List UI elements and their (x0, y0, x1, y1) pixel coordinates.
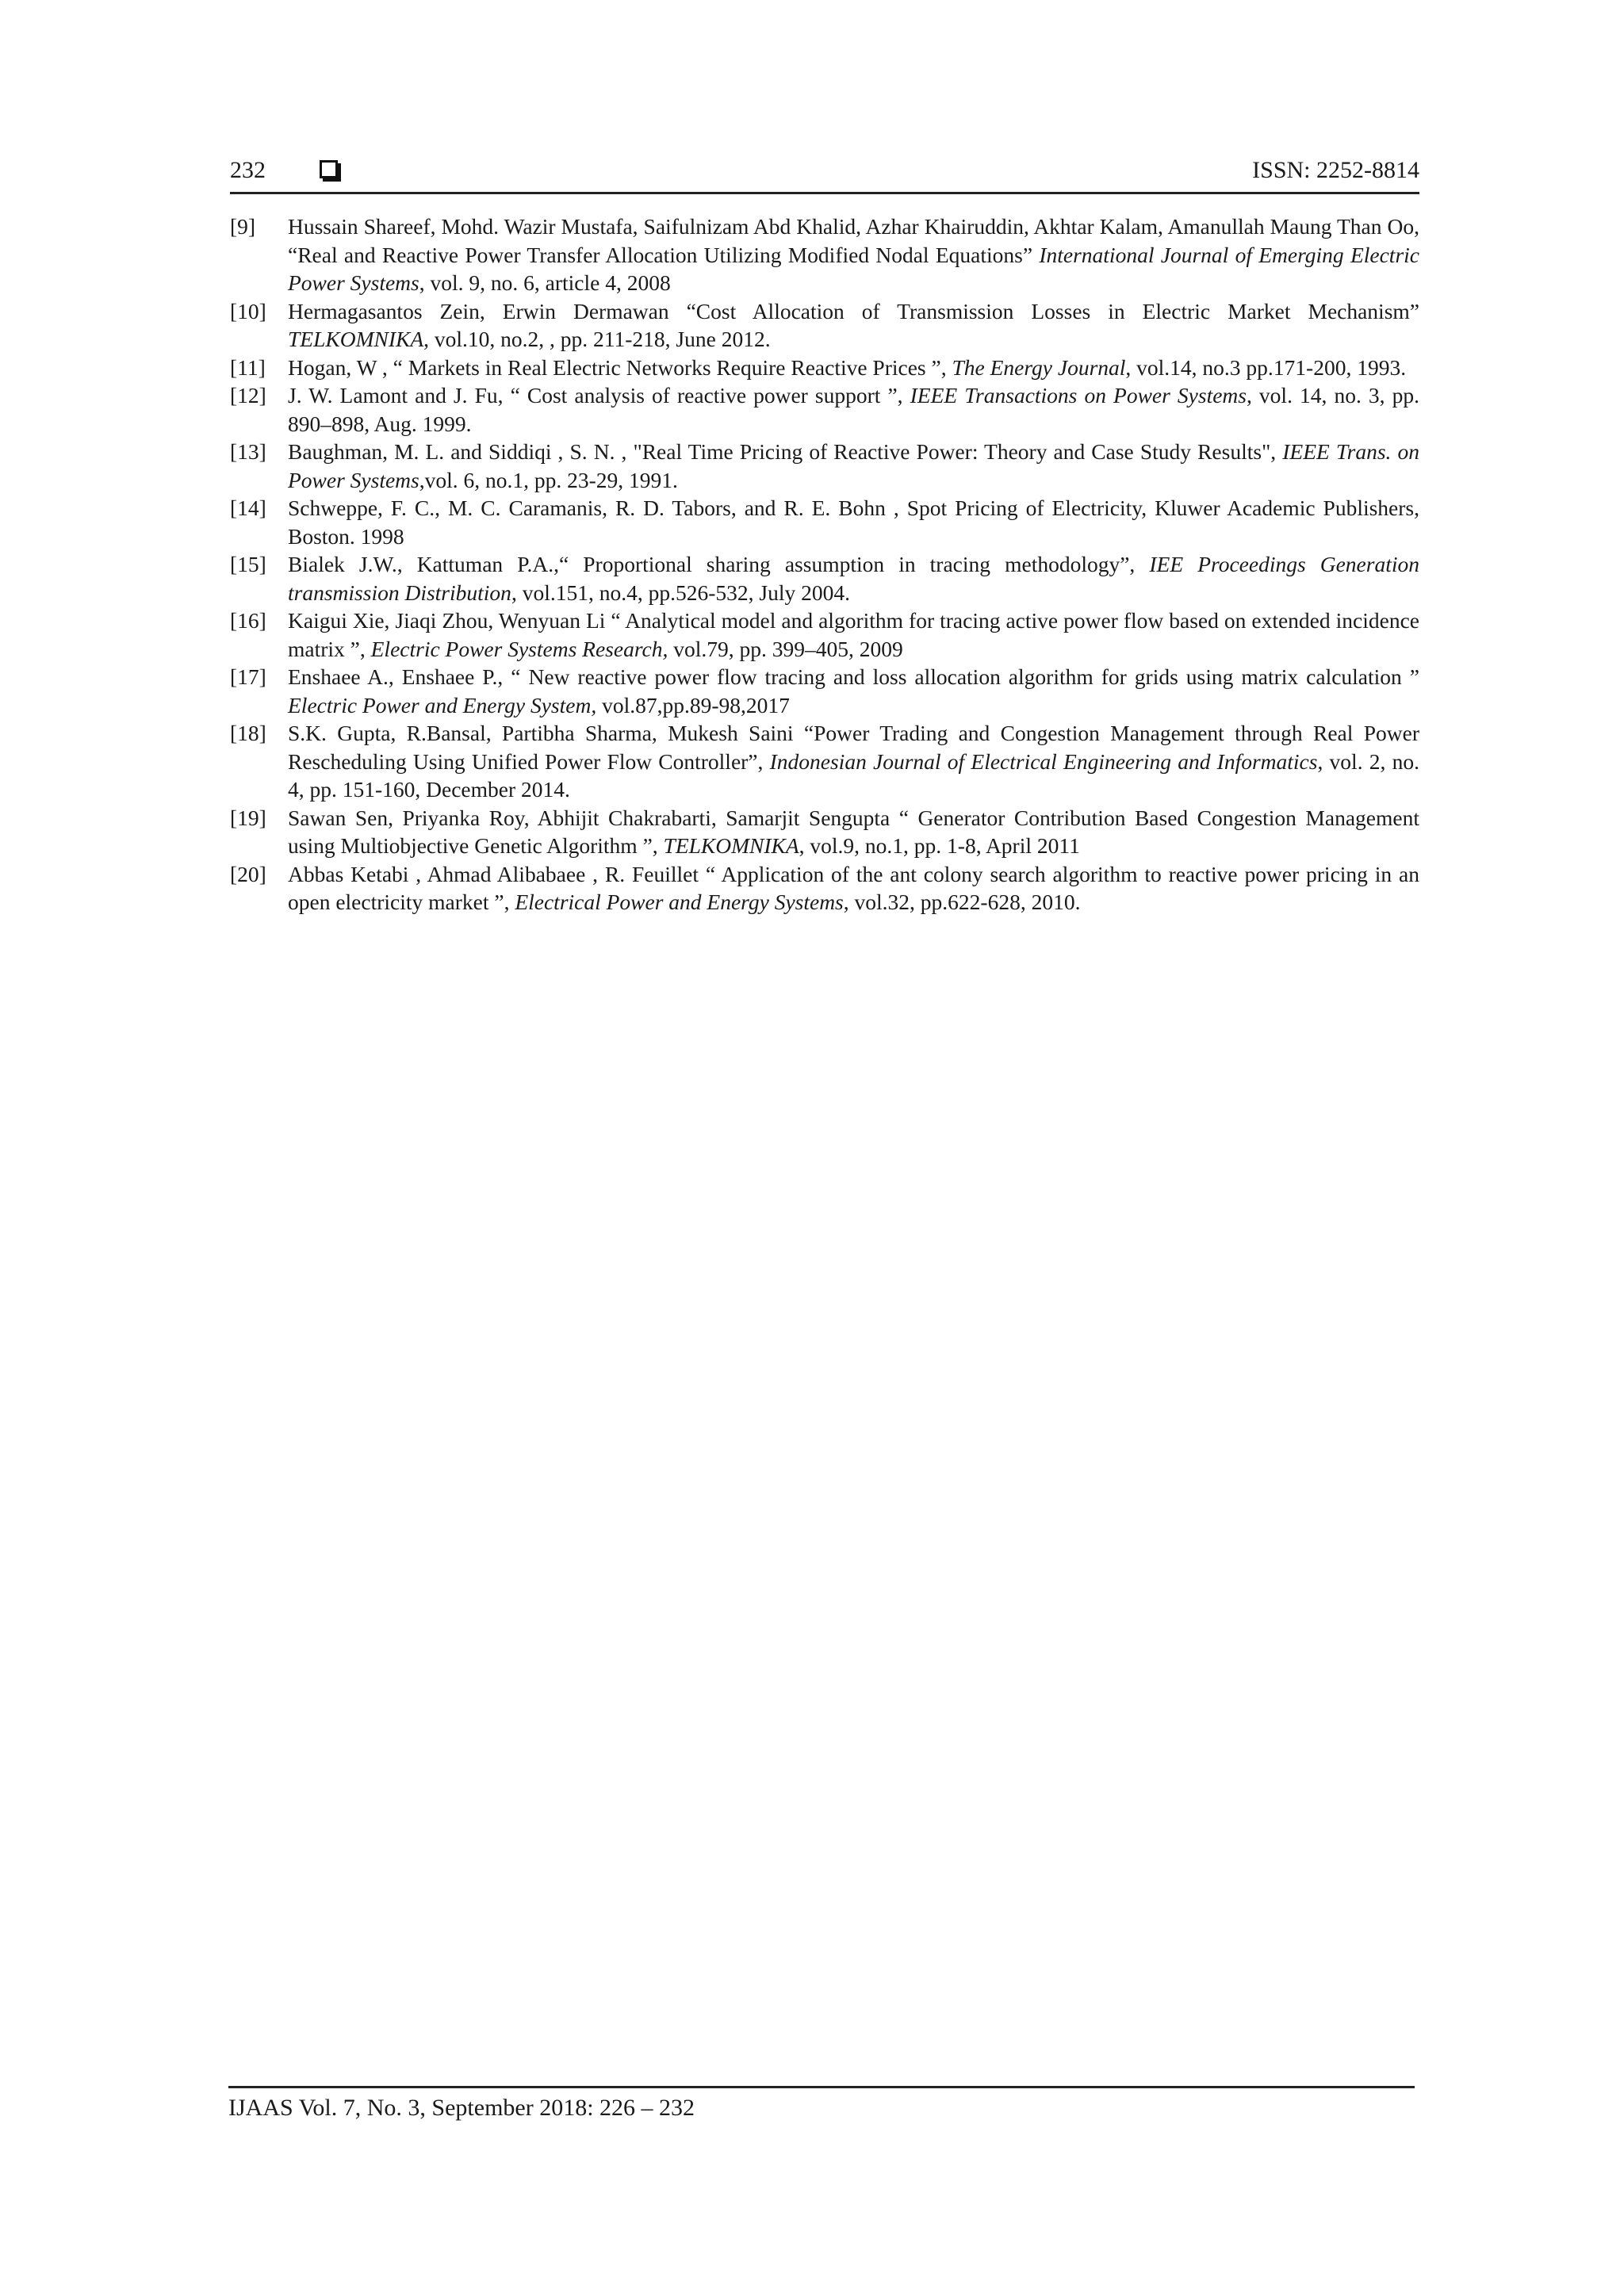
issn-label: ISSN: 2252-8814 (1252, 157, 1419, 183)
reference-item (230, 438, 1419, 494)
reference-journal: IEE Proceedings Generation transmission Distribution (288, 552, 1419, 605)
reference-item (230, 719, 1419, 804)
reference-authors-title: Bialek J.W., Kattuman P.A.,“ Proportional sharing assumption in tracing methodology”, (288, 552, 1150, 576)
reference-text (288, 806, 1419, 859)
reference-number: [19] (230, 805, 266, 830)
reference-journal: IEEE Transactions on Power Systems (910, 383, 1247, 408)
reference-journal: International Journal of Emerging Electric Power Systems (288, 242, 1419, 295)
reference-list (230, 212, 1419, 916)
reference-item (230, 860, 1419, 916)
reference-text (288, 383, 1419, 436)
page-header (230, 151, 1419, 194)
reference-journal: Electric Power and Energy System, (288, 692, 597, 718)
reference-journal: TELKOMNIKA (288, 327, 424, 351)
reference-item (230, 297, 1419, 354)
reference-item (230, 354, 1419, 382)
reference-authors-title: Hussain Shareef, Mohd. Wazir Mustafa, Saifulnizam Abd Khalid, Azhar Khairuddin, Akhtar Kalam, Amanullah Maung Than Oo, “Real and Reactive Power Transfer Allocation Utilizing Modified Nodal Equations” (288, 214, 1419, 267)
reference-details: , vol.10, no.2, , pp. 211-218, June 2012. (423, 327, 771, 351)
reference-journal: Electrical Power and Energy Systems (515, 890, 844, 914)
page-footer (228, 2086, 1415, 2121)
reference-authors-title: S.K. Gupta, R.Bansal, Partibha Sharma, Mukesh Saini “Power Trading and Congestion Management through Real Power Rescheduling Using Unified Power Flow Controller”, (288, 721, 1419, 774)
reference-authors-title: Hermagasantos Zein, Erwin Dermawan “Cost Allocation of Transmission Losses in Electric Market Mechanism” (288, 298, 1419, 323)
reference-authors-title: Enshaee A., Enshaee P., “ New reactive power flow tracing and loss allocation algorithm for grids using matrix calculation ” (288, 664, 1419, 689)
reference-details: , vol.151, no.4, pp.526-532, July 2004. (511, 580, 850, 605)
reference-details: ,vol. 6, no.1, pp. 23-29, 1991. (419, 467, 678, 492)
reference-details: vol.87,pp.89-98,2017 (596, 692, 790, 718)
reference-text (288, 496, 1419, 549)
reference-journal: The Energy Journal (952, 354, 1126, 380)
reference-item (230, 212, 1419, 297)
reference-text (288, 862, 1419, 915)
reference-details: , vol.9, no.1, pp. 1-8, April 2011 (799, 833, 1080, 858)
reference-authors-title: Sawan Sen, Priyanka Roy, Abhijit Chakrabarti, Samarjit Sengupta “ Generator Contribution Based Congestion Management using Multiobjective Genetic Algorithm ”, (288, 805, 1419, 858)
reference-authors-title: J. W. Lamont and J. Fu, “ Cost analysis of reactive power support ”, (288, 383, 910, 408)
reference-text (288, 355, 1406, 380)
reference-item (230, 663, 1419, 719)
reference-number: [11] (230, 354, 266, 380)
reference-text (288, 214, 1419, 295)
reference-details: , vol. 2, no. 4, pp. 151-160, December 2014. (288, 748, 1419, 802)
page-number: 232 (230, 157, 266, 183)
reference-number: [20] (230, 861, 266, 886)
reference-authors-title: Hogan, W , “ Markets in Real Electric Networks Require Reactive Prices ”, (288, 354, 952, 380)
reference-item (230, 804, 1419, 860)
reference-details: , vol. 9, no. 6, article 4, 2008 (419, 270, 671, 295)
reference-journal: Electric Power Systems Research, (370, 636, 668, 661)
reference-number: [14] (230, 496, 266, 520)
reference-journal: IEEE Trans. on Power Systems (288, 439, 1419, 492)
journal-citation-footer: IJAAS Vol. 7, No. 3, September 2018: 226 – 232 (228, 2095, 695, 2121)
reference-journal: TELKOMNIKA (663, 833, 799, 858)
reference-number: [10] (230, 298, 266, 323)
shadowed-box-icon (320, 160, 338, 178)
reference-number: [17] (230, 664, 266, 689)
reference-number: [16] (230, 608, 266, 633)
reference-number: [18] (230, 721, 266, 745)
reference-item (230, 550, 1419, 607)
reference-details: , vol. 14, no. 3, pp. 890–898, Aug. 1999. (288, 383, 1419, 436)
reference-text (288, 664, 1419, 718)
reference-number: [12] (230, 383, 266, 408)
reference-text (288, 721, 1419, 802)
reference-item (230, 607, 1419, 663)
reference-text (288, 608, 1419, 661)
reference-text (288, 552, 1419, 605)
reference-journal: Indonesian Journal of Electrical Engineering and Informatics (769, 748, 1318, 774)
reference-authors-title: Abbas Ketabi , Ahmad Alibabaee , R. Feuillet “ Application of the ant colony search algorithm to reactive power pricing in an open electricity market ”, (288, 861, 1419, 914)
reference-details: , vol.32, pp.622-628, 2010. (843, 890, 1081, 914)
reference-authors-title: Baughman, M. L. and Siddiqi , S. N. , "Real Time Pricing of Reactive Power: Theory and Case Study Results", (288, 439, 1283, 464)
reference-authors-title: Kaigui Xie, Jiaqi Zhou, Wenyuan Li “ Analytical model and algorithm for tracing active power flow based on extended incidence matrix ”, (288, 608, 1419, 661)
reference-details: vol.79, pp. 399–405, 2009 (668, 636, 903, 661)
reference-authors-title: Schweppe, F. C., M. C. Caramanis, R. D. Tabors, and R. E. Bohn , Spot Pricing of Electricity, Kluwer Academic Publishers, Boston. 1998 (288, 496, 1419, 549)
reference-details: , vol.14, no.3 pp.171-200, 1993. (1125, 354, 1407, 380)
reference-text (288, 439, 1419, 492)
reference-item (230, 494, 1419, 550)
reference-item (230, 381, 1419, 438)
reference-number: [9] (230, 214, 256, 239)
reference-number: [13] (230, 439, 266, 464)
reference-number: [15] (230, 552, 266, 576)
reference-text (288, 299, 1419, 352)
